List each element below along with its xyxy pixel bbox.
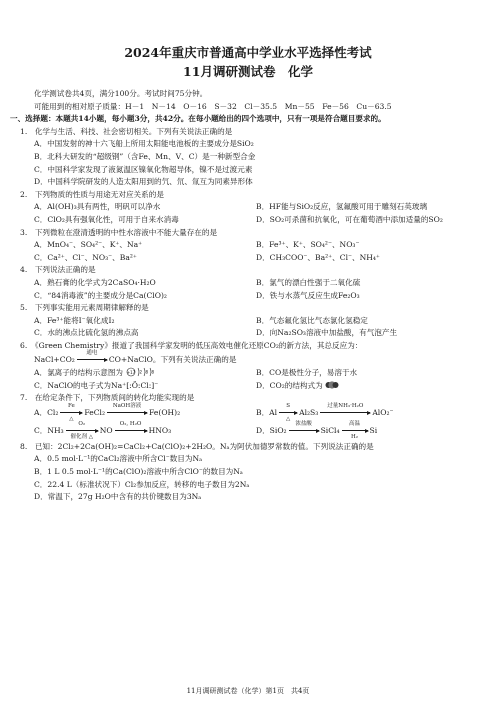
option-a [34,367,256,380]
option-row [34,422,478,441]
question-stem: 8. 已知：2Cl₂+2Ca(OH)₂=CaCl₂+Ca(ClO)₂+2H₂O。Nₐ为阿伏加德罗常数的值。下列说法正确的是 [20,441,374,451]
reaction-equation [34,350,478,367]
reaction-arrow [60,403,82,423]
svg-text:2: 2 [139,369,143,375]
species: HNO₃ [148,426,172,436]
option-b: B．HF能与SiO₂反应，氢氟酸可用于雕刻石英玻璃 [256,202,428,212]
question-stem: 4. 下列说法正确的是 [20,265,96,275]
question-stem: 6. 《Green Chemistry》报道了我国科学家发明的低压高效电催化还原CO₂的新方法，其总反应为： [20,340,363,350]
arrow-reagent: 浓盐酸 [295,421,312,428]
option-row [34,327,478,340]
arrow-reagent: Fe [67,403,75,410]
option-b: B．气态氟化氢比气态氯化氢稳定 [256,315,368,325]
option-d: D．SO₂可杀菌和抗氧化，可在葡萄酒中添加适量的SO₂ [256,214,443,224]
page-footer: 11月调研测试卷（化学）第1页 共4页 [186,687,310,695]
option-row [34,290,478,303]
question-stem: 2. 下列物质的性质与用途无对应关系的是 [20,189,164,199]
species: B．Al [256,408,278,418]
arrow-reagent: O₂ [78,421,86,428]
species: Fe(OH)₂ [149,408,181,418]
option-a: A．Al(OH)₃具有两性，明矾可以净水 [34,202,161,212]
species: Al₂S₃ [299,408,319,418]
option-d: D．向Na₂SO₃溶液中加盐酸，有气泡产生 [256,328,398,338]
option-a: A．熟石膏的化学式为2CaSO₄·H₂O [34,277,156,287]
option-b: B．北科大研发的“超级钢”（含Fe、Mn、V、C）是一种新型合金 [34,151,256,161]
option-d [256,421,478,441]
arrow-condition: △ [285,416,291,423]
option-b: B．1 L 0.5 mol·L⁻¹的Ca(ClO)₂溶液中所含ClO⁻的数目为Nₐ [34,467,243,477]
species: NO [99,426,113,436]
option-d: D．铁与水蒸气反应生成Fe₂O₃ [256,290,360,300]
species: FeCl₂ [84,408,106,418]
question-stem: 5. 下列事实能用元素周期律解释的是 [20,303,149,313]
section-heading: 一、选择题：本题共14小题，每小题3分，共42分。在每小题给出的四个选项中，只有一项是符合题目要求的。 [10,114,386,124]
option-d-text: D．CO₂的结构式为 [256,380,323,390]
reaction-arrow [320,403,370,413]
equation-right: CO+NaClO。下列有关说法正确的是 [108,355,237,365]
option-c: C．NaClO的电子式为Na⁺[:Ö:Cl:]⁻ [34,380,159,390]
atomic-mass-line: 可能用到的相对原子质量：H－1 N－14 O－16 S－32 Cl－35.5 Mn－55 Fe－56 Cu－63.5 [34,101,392,111]
intro-line: 化学测试卷共4页，满分100分。考试时间75分钟。 [34,89,208,98]
species: C．NH₃ [34,426,64,436]
reaction-arrow [77,350,107,360]
svg-text:8: 8 [151,369,155,375]
co2-model-icon [325,380,339,390]
reaction-arrow [342,421,368,441]
equation-left: NaCl+CO₂ [34,355,75,365]
question-stem: 3. 下列微粒在澄清透明的中性水溶液中不能大量存在的是 [20,227,218,237]
arrow-condition: 通电 [86,350,98,357]
reaction-arrow [279,403,297,423]
option-d: D．CH₃COO⁻、Ba²⁺、Cl⁻、NH₄⁺ [256,252,380,262]
reaction-arrow [115,421,147,431]
option-row [34,380,478,393]
option-d [256,380,478,393]
reaction-arrow [289,421,319,431]
arrow-reagent: H₂ [351,434,359,441]
option-b: B．Fe³⁺、K⁺、SO₄²⁻、NO₃⁻ [256,240,360,250]
option-c: C．中国科学家发现了液氮温区镍氧化物超导体，镍不是过渡元素 [34,164,253,174]
species: AlO₂⁻ [372,408,394,418]
option-row [34,239,478,252]
option-a: A．Fe³⁺能将I⁻氧化成I₂ [34,315,115,325]
exam-subtitle: 11月调研测试卷 化学 [183,64,313,79]
svg-text:8: 8 [145,369,149,375]
arrow-reagent: NaOH溶液 [112,403,142,410]
option-row [34,252,478,265]
option-c: C．“84消毒液”的主要成分是Ca(ClO)₂ [34,290,167,300]
option-row [34,367,478,380]
question-stem: 1. 化学与生活、科技、社会密切相关。下列有关说法正确的是 [20,126,233,136]
arrow-condition: △ [69,416,74,423]
species: D．SiO₂ [256,426,287,436]
reaction-arrow [66,421,98,441]
chloride-ion-structure-icon [125,367,163,377]
option-d: D．中国科学院研发的人造太阳用到的氕、氘、氚互为同素异形体 [34,177,253,187]
question-stem: 7. 在给定条件下，下列物质间的转化均能实现的是 [20,393,195,403]
arrow-reagent: 过量NH₃·H₂O [327,403,364,410]
arrow-reagent: O₂, H₂O [119,421,142,428]
option-a: A．MnO₄⁻、SO₄²⁻、K⁺、Na⁺ [34,240,143,250]
option-row [34,201,478,214]
species: Si [369,426,378,436]
option-b: B．氯气的漂白性强于二氧化硫 [256,277,361,287]
option-a-text: A．氯离子的结构示意图为 [34,368,124,378]
exam-body [10,88,478,504]
option-c: C．22.4 L（标准状况下）Cl₂参加反应，转移的电子数目为2Nₐ [34,479,250,489]
option-d: D．常温下，27g H₂O中含有的共价键数目为3Nₐ [34,492,202,502]
option-row [34,405,478,422]
arrow-condition: 催化剂 △ [70,434,93,441]
option-c [34,421,256,441]
option-b: B．CO是极性分子，易溶于水 [256,368,358,378]
option-c: C．Ca²⁺、Cl⁻、NO₃⁻、Ba²⁺ [34,252,137,262]
species: A．Cl₂ [34,408,59,418]
option-c: C．水的沸点比硫化氢的沸点高 [34,328,139,338]
arrow-reagent: S [286,403,290,410]
option-c: C．ClO₂具有强氧化性，可用于自来水消毒 [34,214,179,224]
option-row [34,315,478,328]
option-row [34,277,478,290]
option-a: A．0.5 mol·L⁻¹的CaCl₂溶液中所含Cl⁻数目为Nₐ [34,454,203,464]
option-a: A．中国发射的神十六飞船上所用太阳能电池板的主要成分是SiO₂ [34,139,254,149]
exam-title: 2024年重庆市普通高中学业水平选择性考试 [124,45,372,60]
arrow-condition: 高温 [349,421,361,428]
reaction-arrow [107,403,147,413]
svg-text:+17: +17 [127,369,136,375]
option-row [34,214,478,227]
species: SiCl₄ [320,426,340,436]
